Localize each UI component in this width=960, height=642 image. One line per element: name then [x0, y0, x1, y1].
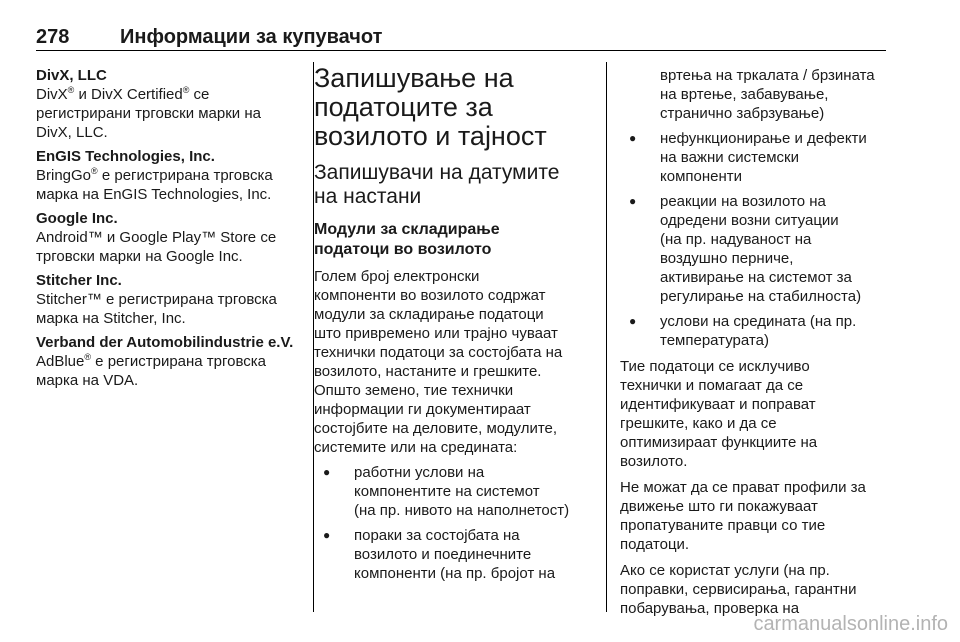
trademark-owner: DivX, LLC: [36, 67, 107, 84]
trademark-text: [36, 85, 304, 142]
trademark-owner: Stitcher Inc.: [36, 272, 122, 289]
registered-mark: ®: [91, 166, 98, 176]
registered-mark: ®: [84, 352, 92, 362]
text-run: и DivX Certified: [74, 86, 183, 103]
text-run: AdBlue: [36, 353, 85, 370]
list-item: ● услови на средината (на пр. температурата): [620, 312, 888, 350]
trademark-entry: [36, 333, 304, 390]
section-heading: Запишување на податоците за возилото и тајност: [314, 63, 547, 151]
trademark-entry: [36, 209, 304, 266]
list-item: ● реакции на возилото на одредени возни ситуации (на пр. надуваност на воздушно перниче, активирање на системот за регулирање на стабилноста): [620, 192, 888, 306]
trademark-text: [36, 290, 304, 328]
list-item: ● работни услови на компонентите на системот (на пр. нивото на наполнетост): [314, 463, 596, 520]
trademark-text: [36, 352, 304, 390]
registered-mark: ®: [67, 85, 75, 95]
page-title: Информации за купувачот: [120, 26, 383, 48]
trademark-owner: Google Inc.: [36, 210, 118, 227]
column-right: [620, 66, 888, 618]
list-item: ● нефункционирање и дефекти на важни системски компоненти: [620, 129, 888, 186]
page-header: [36, 26, 886, 52]
trademark-owner: EnGIS Technologies, Inc.: [36, 148, 215, 165]
paragraph: Тие податоци се исклучиво технички и помагаат да се идентификуваат и поправат грешките, како и да се оптимизираат функциите на возилото.: [620, 358, 818, 470]
trademark-entry: [36, 66, 304, 142]
paragraph: Голем број електронски компоненти во возилото содржат модули за складирање податоци што привремено или трајно чуваат технички податоци за состојбата на возилото, настаните и грешките. Општо земено, тие технички информации ги документираат состојбите на деловите, модулите, системите или на средината:: [314, 268, 563, 456]
text-run: е регистрирана трговска марка на VDA.: [36, 353, 267, 389]
text-run: DivX: [36, 86, 68, 103]
list-item-continued: вртења на тркалата / брзината на вртење, забавување, странично забрзување): [660, 67, 875, 122]
bullet-list: [314, 463, 596, 583]
text-run: се регистрирани трговски марки на DivX, LLC.: [36, 86, 261, 141]
trademark-text: [36, 166, 304, 204]
text-run: BringGo: [36, 167, 92, 184]
trademark-text: [36, 228, 304, 266]
list-item: ● пораки за состојбата на возилото и поединечните компоненти (на пр. бројот на: [314, 526, 596, 583]
trademark-entry: [36, 147, 304, 204]
subsection-heading: Запишувачи на датумите на настани: [314, 161, 560, 208]
bullet-list: [620, 129, 888, 350]
column-divider-2: [606, 62, 607, 612]
trademark-list: [36, 66, 304, 390]
watermark: carmanualsonline.info: [753, 613, 948, 635]
page-number: 278: [36, 26, 70, 48]
paragraph: Ако се користат услуги (на пр. поправки, сервисирања, гарантни побарувања, проверка на: [620, 562, 857, 617]
trademark-entry: [36, 271, 304, 328]
registered-mark: ®: [182, 85, 190, 95]
header-rule: [36, 50, 886, 51]
paragraph: Не можат да се прават профили за движење што ги покажуваат пропатуваните правци со тие податоци.: [620, 479, 866, 553]
text-run: Android™ и Google Play™ Store се трговски марки на Google Inc.: [36, 229, 277, 265]
text-run: Stitcher™ е регистрирана трговска марка на Stitcher, Inc.: [36, 291, 277, 327]
text-run: е регистрирана трговска марка на EnGIS Technologies, Inc.: [36, 167, 273, 203]
column-middle: [314, 63, 596, 589]
sub-subsection-heading: Модули за складирање податоци во возилото: [314, 221, 500, 258]
trademark-owner: Verband der Automobilindustrie e.V.: [36, 334, 294, 351]
column-left: [36, 66, 304, 395]
